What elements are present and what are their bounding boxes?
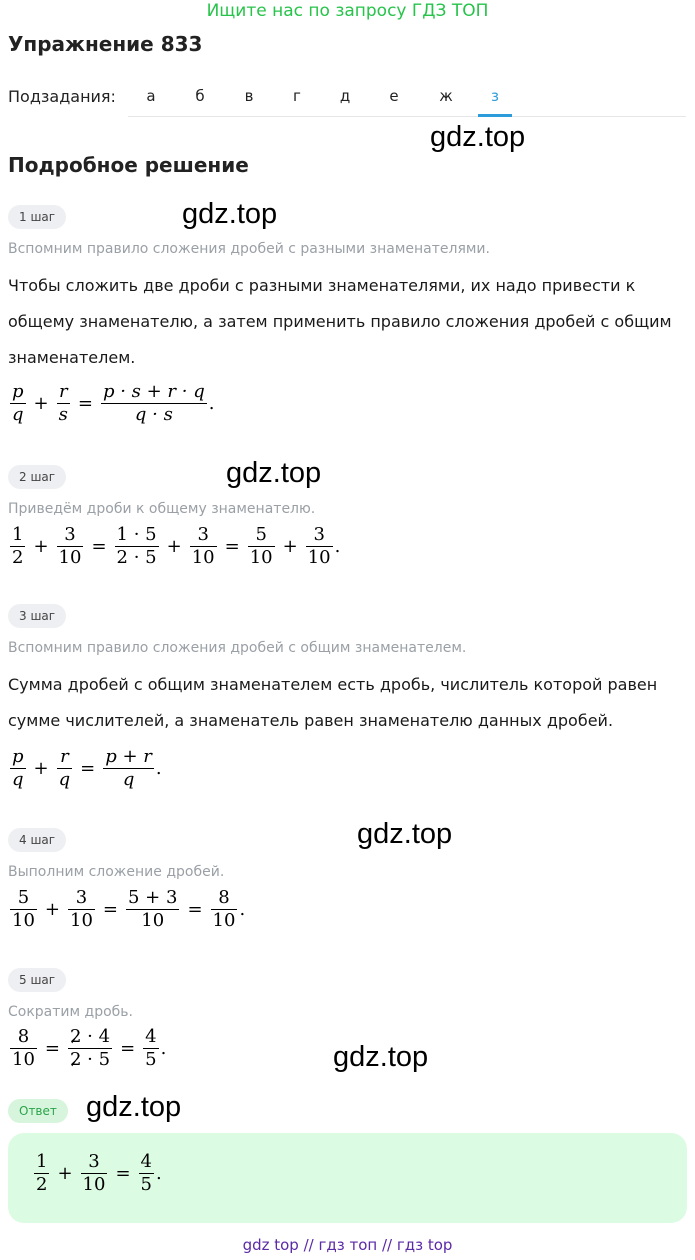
step-badge-2: 2 шаг <box>8 465 66 489</box>
step-badge-1: 1 шаг <box>8 205 66 229</box>
tab-d[interactable]: д <box>339 87 351 105</box>
step-text-1: Чтобы сложить две дроби с разными знаменателями, их надо привести к общему знаменателю, а затем применить правило сложения дробей с общим знаменателем. <box>8 276 672 367</box>
step-caption-1: Вспомним правило сложения дробей с разными знаменателями. <box>8 241 490 257</box>
formula-common-denominator: $\frac{1}{2}$ + $\frac{3}{10}$ = $\frac{1 \cdot 5}{2 \cdot 5}$ + $\frac{3}{10}$ = $\frac{5}{10}$ + $\frac{3}{10}$ . <box>12 524 341 568</box>
tab-v[interactable]: в <box>244 87 254 105</box>
tab-g[interactable]: г <box>293 87 301 105</box>
step-badge-3: 3 шаг <box>8 604 66 628</box>
search-banner: Ищите нас по запросу ГДЗ ТОП <box>206 1 489 21</box>
tab-zh[interactable]: ж <box>439 87 453 105</box>
footer-links[interactable]: gdz top // гдз топ // гдз top <box>242 1236 453 1254</box>
watermark: gdz.top <box>182 198 278 230</box>
watermark: gdz.top <box>430 121 526 153</box>
tab-z[interactable]: з <box>491 87 499 105</box>
formula-addition: $\frac{5}{10}$ + $\frac{3}{10}$ = $\frac{5 + 3}{10}$ = $\frac{8}{10}$ . <box>12 887 246 931</box>
answer-formula: $\frac{1}{2}$ + $\frac{3}{10}$ = $\frac{4}{5}$ . <box>36 1151 162 1195</box>
formula-reduction: $\frac{8}{10}$ = $\frac{2 \cdot 4}{2 \cdot 5}$ = $\frac{4}{5}$ . <box>12 1026 167 1070</box>
step-badge-5: 5 шаг <box>8 968 66 992</box>
section-title: Подробное решение <box>8 153 249 177</box>
watermark: gdz.top <box>226 457 322 489</box>
step-caption-4: Выполним сложение дробей. <box>8 864 225 880</box>
page-title: Упражнение 833 <box>8 32 203 56</box>
tab-b[interactable]: б <box>195 87 205 105</box>
subtasks-label: Подзадания: <box>8 87 116 106</box>
tab-e[interactable]: е <box>389 87 399 105</box>
watermark: gdz.top <box>86 1091 182 1123</box>
step-caption-5: Сократим дробь. <box>8 1004 133 1020</box>
watermark: gdz.top <box>357 818 453 850</box>
subtasks-tabs <box>128 78 686 117</box>
step-caption-3: Вспомним правило сложения дробей с общим знаменателем. <box>8 640 467 656</box>
active-tab-underline <box>478 114 512 117</box>
formula-rule-different-denominators: $\frac{p}{q}$ + $\frac{r}{s}$ = $\frac{p \cdot s + r \cdot q}{q \cdot s}$ . <box>12 381 215 425</box>
watermark: gdz.top <box>333 1041 429 1073</box>
tab-a[interactable]: а <box>146 87 156 105</box>
answer-badge: Ответ <box>8 1099 68 1123</box>
formula-rule-common-denominator: $\frac{p}{q}$ + $\frac{r}{q}$ = $\frac{p + r}{q}$ . <box>12 746 162 790</box>
step-badge-4: 4 шаг <box>8 828 66 852</box>
step-caption-2: Приведём дроби к общему знаменателю. <box>8 501 316 517</box>
step-text-3: Сумма дробей с общим знаменателем есть дробь, числитель которой равен сумме числителей, а знаменатель равен знаменателю данных дробей. <box>8 675 658 730</box>
